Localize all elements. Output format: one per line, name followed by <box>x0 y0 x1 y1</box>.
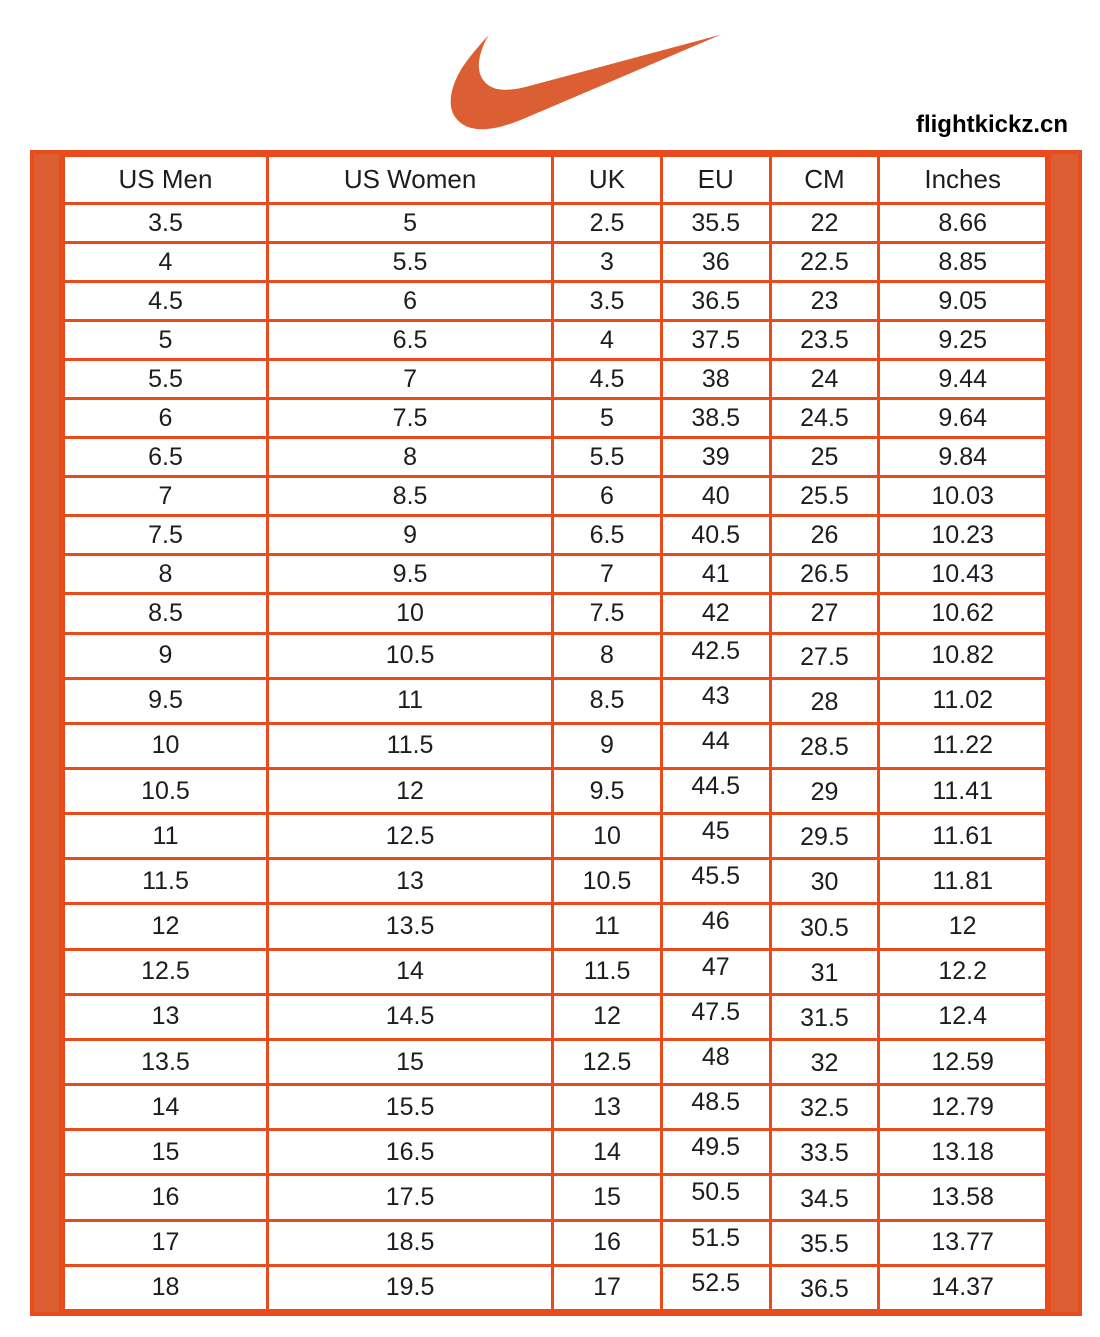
size-cell: 47.5 <box>661 994 770 1039</box>
column-header-cm: CM <box>770 156 879 204</box>
size-cell: 15 <box>64 1130 268 1175</box>
size-cell: 11.5 <box>64 859 268 904</box>
size-cell: 12 <box>268 768 553 813</box>
size-cell: 12.5 <box>553 1039 662 1084</box>
size-cell: 9 <box>553 723 662 768</box>
size-cell: 38 <box>661 360 770 399</box>
table-row <box>64 555 1047 594</box>
size-cell: 12.2 <box>879 949 1047 994</box>
size-cell: 40 <box>661 477 770 516</box>
size-cell: 9.44 <box>879 360 1047 399</box>
size-cell: 14 <box>64 1085 268 1130</box>
size-cell: 9.5 <box>553 768 662 813</box>
size-cell: 12.79 <box>879 1085 1047 1130</box>
size-cell: 6 <box>553 477 662 516</box>
table-row <box>64 594 1047 633</box>
size-cell: 42 <box>661 594 770 633</box>
size-cell: 16 <box>553 1220 662 1265</box>
size-cell: 9.5 <box>64 678 268 723</box>
table-row <box>64 1085 1047 1130</box>
size-cell: 18 <box>64 1265 268 1310</box>
size-cell: 36.5 <box>661 282 770 321</box>
table-row <box>64 1175 1047 1220</box>
size-cell: 13.5 <box>64 1039 268 1084</box>
table-row <box>64 994 1047 1039</box>
size-cell: 44.5 <box>661 768 770 813</box>
size-cell: 10.03 <box>879 477 1047 516</box>
size-cell: 17 <box>553 1265 662 1310</box>
size-cell: 6 <box>64 399 268 438</box>
size-cell: 9 <box>268 516 553 555</box>
size-cell: 19.5 <box>268 1265 553 1310</box>
size-cell: 13 <box>553 1085 662 1130</box>
size-cell: 35.5 <box>770 1220 879 1265</box>
size-cell: 18.5 <box>268 1220 553 1265</box>
size-cell: 8 <box>268 438 553 477</box>
header-row <box>64 156 1047 204</box>
table-row <box>64 814 1047 859</box>
size-cell: 11 <box>268 678 553 723</box>
table-row <box>64 859 1047 904</box>
size-cell: 22 <box>770 204 879 243</box>
size-cell: 26 <box>770 516 879 555</box>
size-cell: 52.5 <box>661 1265 770 1310</box>
size-cell: 48 <box>661 1039 770 1084</box>
size-cell: 4.5 <box>64 282 268 321</box>
size-cell: 12 <box>553 994 662 1039</box>
size-cell: 13 <box>64 994 268 1039</box>
size-cell: 6.5 <box>268 321 553 360</box>
column-header-us-men: US Men <box>64 156 268 204</box>
size-cell: 28 <box>770 678 879 723</box>
size-cell: 9.64 <box>879 399 1047 438</box>
size-cell: 3.5 <box>553 282 662 321</box>
size-cell: 49.5 <box>661 1130 770 1175</box>
size-cell: 36.5 <box>770 1265 879 1310</box>
table-row <box>64 1265 1047 1310</box>
size-cell: 45 <box>661 814 770 859</box>
size-cell: 16 <box>64 1175 268 1220</box>
size-cell: 15 <box>268 1039 553 1084</box>
table-row <box>64 678 1047 723</box>
size-cell: 34.5 <box>770 1175 879 1220</box>
size-cell: 30 <box>770 859 879 904</box>
size-cell: 5.5 <box>64 360 268 399</box>
size-cell: 25.5 <box>770 477 879 516</box>
size-cell: 6.5 <box>553 516 662 555</box>
size-cell: 10.5 <box>64 768 268 813</box>
size-cell: 10.5 <box>268 633 553 678</box>
size-cell: 11.5 <box>553 949 662 994</box>
table-row <box>64 516 1047 555</box>
size-cell: 5.5 <box>268 243 553 282</box>
size-cell: 8.5 <box>268 477 553 516</box>
size-cell: 30.5 <box>770 904 879 949</box>
size-cell: 5 <box>64 321 268 360</box>
size-cell: 11.02 <box>879 678 1047 723</box>
size-cell: 9.84 <box>879 438 1047 477</box>
size-cell: 8.5 <box>553 678 662 723</box>
size-cell: 40.5 <box>661 516 770 555</box>
size-cell: 36 <box>661 243 770 282</box>
size-cell: 3 <box>553 243 662 282</box>
size-cell: 32.5 <box>770 1085 879 1130</box>
size-cell: 14 <box>268 949 553 994</box>
size-chart-frame <box>30 150 1082 1316</box>
table-row <box>64 1039 1047 1084</box>
column-header-us-women: US Women <box>268 156 553 204</box>
size-cell: 28.5 <box>770 723 879 768</box>
table-row <box>64 477 1047 516</box>
size-cell: 42.5 <box>661 633 770 678</box>
size-cell: 10.23 <box>879 516 1047 555</box>
size-cell: 7.5 <box>64 516 268 555</box>
size-cell: 15.5 <box>268 1085 553 1130</box>
size-cell: 12 <box>879 904 1047 949</box>
size-cell: 8.66 <box>879 204 1047 243</box>
website-label: flightkickz.cn <box>915 111 1068 138</box>
size-cell: 11 <box>64 814 268 859</box>
column-header-inches: Inches <box>879 156 1047 204</box>
size-cell: 25 <box>770 438 879 477</box>
size-cell: 17 <box>64 1220 268 1265</box>
size-cell: 12.4 <box>879 994 1047 1039</box>
size-cell: 8 <box>64 555 268 594</box>
size-cell: 32 <box>770 1039 879 1084</box>
table-row <box>64 282 1047 321</box>
column-header-eu: EU <box>661 156 770 204</box>
size-cell: 43 <box>661 678 770 723</box>
size-cell: 46 <box>661 904 770 949</box>
size-cell: 11.41 <box>879 768 1047 813</box>
size-cell: 23.5 <box>770 321 879 360</box>
size-cell: 29 <box>770 768 879 813</box>
table-row <box>64 243 1047 282</box>
size-cell: 4 <box>553 321 662 360</box>
size-cell: 12.5 <box>64 949 268 994</box>
size-cell: 10.62 <box>879 594 1047 633</box>
table-row <box>64 949 1047 994</box>
table-row <box>64 723 1047 768</box>
table-row <box>64 321 1047 360</box>
size-cell: 15 <box>553 1175 662 1220</box>
size-cell: 17.5 <box>268 1175 553 1220</box>
size-cell: 13.77 <box>879 1220 1047 1265</box>
size-cell: 14.5 <box>268 994 553 1039</box>
size-cell: 12.59 <box>879 1039 1047 1084</box>
size-cell: 9 <box>64 633 268 678</box>
size-cell: 26.5 <box>770 555 879 594</box>
size-cell: 45.5 <box>661 859 770 904</box>
size-cell: 5.5 <box>553 438 662 477</box>
size-cell: 11.22 <box>879 723 1047 768</box>
size-cell: 29.5 <box>770 814 879 859</box>
right-accent-bar <box>1048 154 1078 1312</box>
nike-swoosh-icon <box>448 30 724 136</box>
table-row <box>64 399 1047 438</box>
left-accent-bar <box>34 154 62 1312</box>
size-cell: 48.5 <box>661 1085 770 1130</box>
table-row <box>64 1130 1047 1175</box>
size-cell: 44 <box>661 723 770 768</box>
size-cell: 13.5 <box>268 904 553 949</box>
size-cell: 39 <box>661 438 770 477</box>
size-cell: 41 <box>661 555 770 594</box>
size-cell: 11.81 <box>879 859 1047 904</box>
size-cell: 2.5 <box>553 204 662 243</box>
size-cell: 22.5 <box>770 243 879 282</box>
size-cell: 27 <box>770 594 879 633</box>
size-cell: 6.5 <box>64 438 268 477</box>
size-cell: 12 <box>64 904 268 949</box>
table-row <box>64 768 1047 813</box>
size-cell: 11.5 <box>268 723 553 768</box>
size-cell: 9.5 <box>268 555 553 594</box>
size-cell: 14 <box>553 1130 662 1175</box>
table-row <box>64 204 1047 243</box>
size-cell: 10.5 <box>553 859 662 904</box>
size-cell: 7 <box>268 360 553 399</box>
size-cell: 37.5 <box>661 321 770 360</box>
size-cell: 31.5 <box>770 994 879 1039</box>
size-cell: 12.5 <box>268 814 553 859</box>
size-cell: 47 <box>661 949 770 994</box>
size-cell: 8.85 <box>879 243 1047 282</box>
size-cell: 14.37 <box>879 1265 1047 1310</box>
size-cell: 5 <box>553 399 662 438</box>
size-cell: 13 <box>268 859 553 904</box>
size-cell: 10 <box>64 723 268 768</box>
size-cell: 9.05 <box>879 282 1047 321</box>
size-cell: 38.5 <box>661 399 770 438</box>
size-cell: 51.5 <box>661 1220 770 1265</box>
size-cell: 6 <box>268 282 553 321</box>
size-cell: 27.5 <box>770 633 879 678</box>
size-cell: 13.18 <box>879 1130 1047 1175</box>
table-row <box>64 1220 1047 1265</box>
size-cell: 11 <box>553 904 662 949</box>
size-cell: 50.5 <box>661 1175 770 1220</box>
size-cell: 7 <box>64 477 268 516</box>
table-row <box>64 904 1047 949</box>
size-cell: 10 <box>268 594 553 633</box>
size-cell: 8 <box>553 633 662 678</box>
size-cell: 10.82 <box>879 633 1047 678</box>
size-cell: 7.5 <box>268 399 553 438</box>
size-cell: 13.58 <box>879 1175 1047 1220</box>
size-cell: 5 <box>268 204 553 243</box>
size-cell: 24.5 <box>770 399 879 438</box>
size-cell: 4.5 <box>553 360 662 399</box>
size-cell: 7.5 <box>553 594 662 633</box>
size-cell: 4 <box>64 243 268 282</box>
size-cell: 23 <box>770 282 879 321</box>
table-row <box>64 438 1047 477</box>
size-cell: 16.5 <box>268 1130 553 1175</box>
size-cell: 24 <box>770 360 879 399</box>
size-cell: 10.43 <box>879 555 1047 594</box>
size-cell: 33.5 <box>770 1130 879 1175</box>
size-chart-table <box>62 154 1048 1312</box>
size-cell: 7 <box>553 555 662 594</box>
size-cell: 8.5 <box>64 594 268 633</box>
size-cell: 35.5 <box>661 204 770 243</box>
size-cell: 9.25 <box>879 321 1047 360</box>
size-cell: 11.61 <box>879 814 1047 859</box>
size-cell: 31 <box>770 949 879 994</box>
size-cell: 3.5 <box>64 204 268 243</box>
size-cell: 10 <box>553 814 662 859</box>
table-row <box>64 633 1047 678</box>
column-header-uk: UK <box>553 156 662 204</box>
table-row <box>64 360 1047 399</box>
